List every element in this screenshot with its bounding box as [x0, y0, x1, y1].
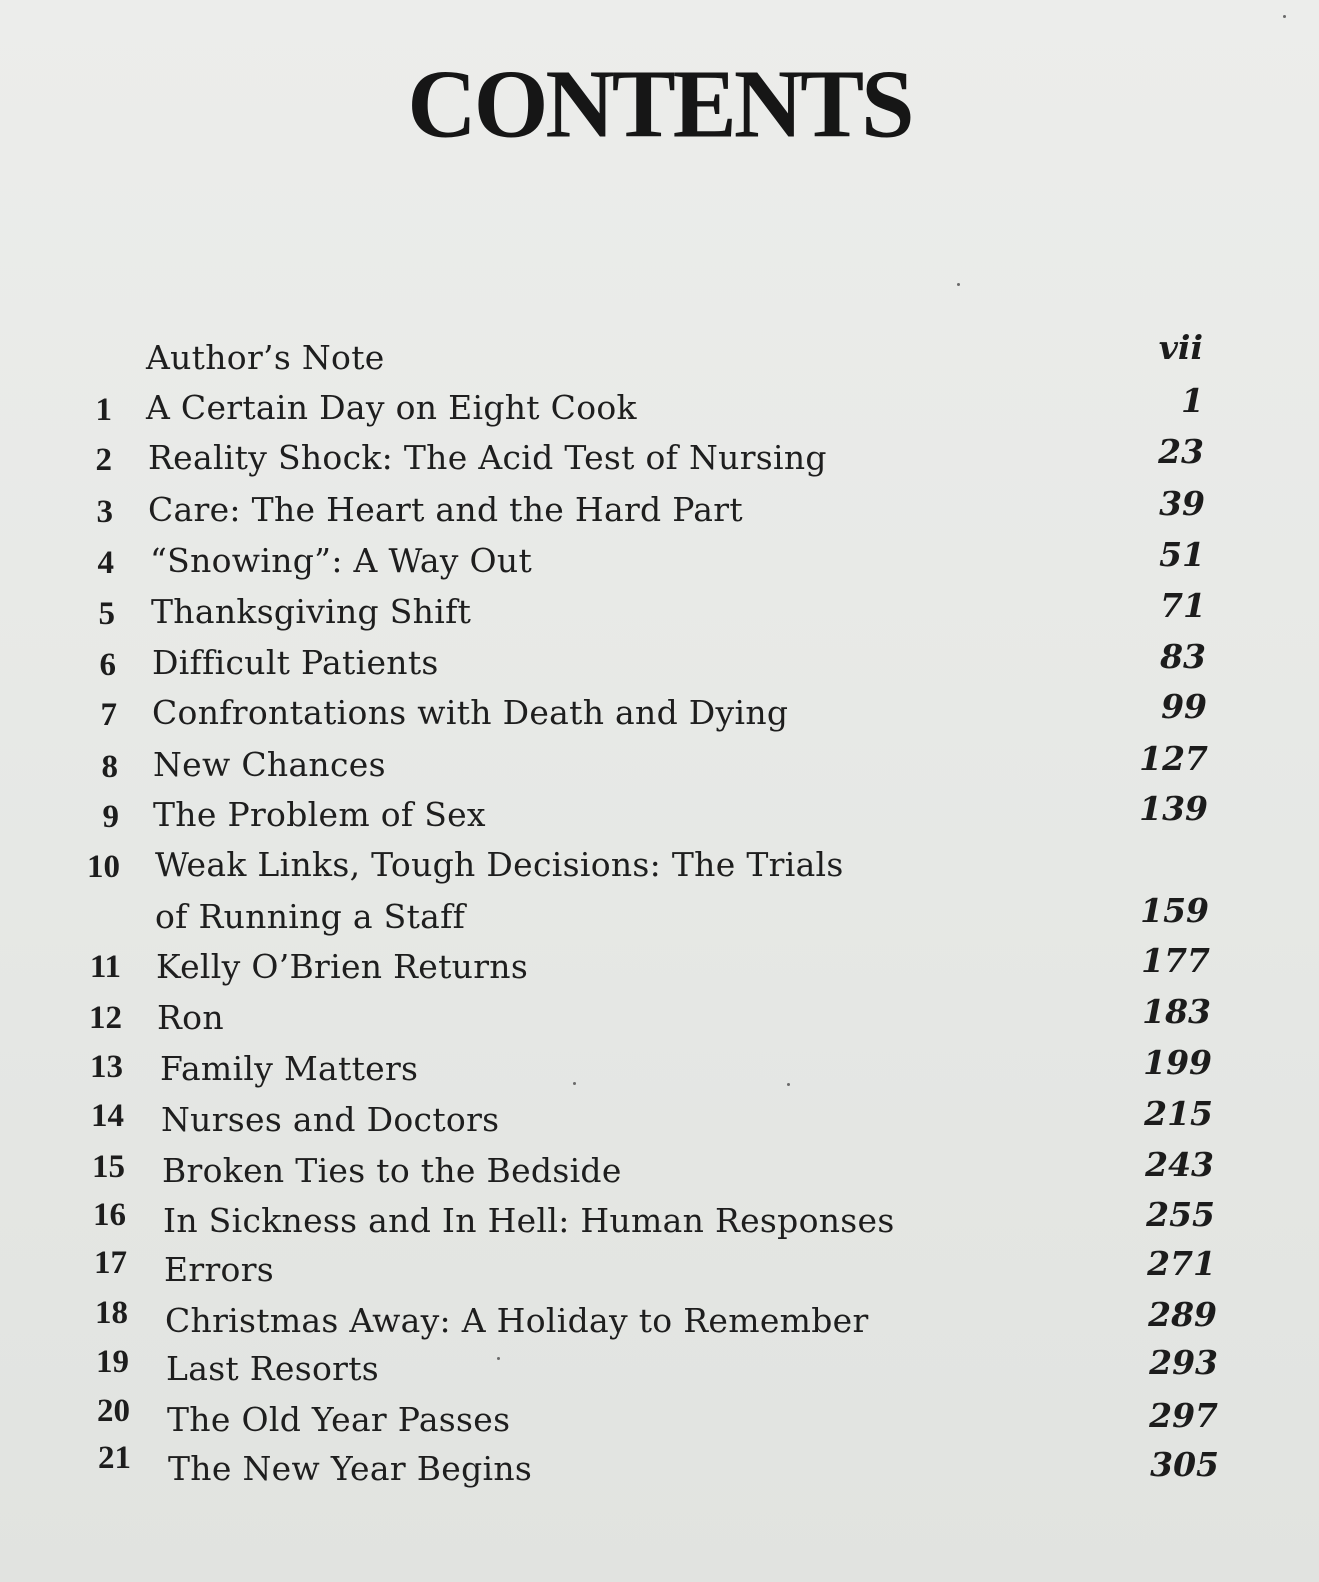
- toc-entry: [0, 687, 1319, 743]
- chapter-title: Reality Shock: The Acid Test of Nursing: [148, 438, 827, 477]
- toc-entry: [0, 992, 1319, 1048]
- page-number: 99: [1161, 687, 1207, 726]
- chapter-number: 13: [90, 1049, 123, 1085]
- paper-speck: [573, 1082, 576, 1085]
- page-number: 1: [1181, 381, 1204, 420]
- toc-entry: [0, 941, 1319, 997]
- chapter-title: Christmas Away: A Holiday to Remember: [165, 1301, 869, 1340]
- page-number: 83: [1160, 637, 1206, 676]
- toc-entry: [0, 1393, 1319, 1450]
- chapter-title: Last Resorts: [166, 1349, 380, 1388]
- page-number: 255: [1146, 1195, 1215, 1234]
- chapter-number: 6: [99, 647, 116, 683]
- page-number: 297: [1149, 1396, 1218, 1435]
- toc-entry: [0, 432, 1319, 488]
- chapter-title: Confrontations with Death and Dying: [152, 693, 789, 732]
- chapter-title: Weak Links, Tough Decisions: The Trials: [155, 845, 844, 884]
- chapter-title: A Certain Day on Eight Cook: [146, 388, 637, 427]
- chapter-title: The New Year Begins: [168, 1449, 533, 1488]
- chapter-number: 7: [100, 697, 117, 733]
- chapter-number: 14: [91, 1098, 124, 1134]
- chapter-title: Nurses and Doctors: [161, 1100, 500, 1139]
- page-number: 305: [1150, 1445, 1219, 1484]
- toc-entry: [0, 1043, 1319, 1099]
- toc-entry: [0, 586, 1319, 642]
- toc-entry: [0, 1094, 1319, 1150]
- chapter-number: 20: [97, 1393, 130, 1429]
- chapter-title: Family Matters: [160, 1049, 419, 1088]
- toc-entry: [0, 1440, 1319, 1499]
- page-number: 293: [1149, 1343, 1218, 1382]
- chapter-number: 16: [93, 1197, 126, 1233]
- toc-entry: [0, 381, 1319, 438]
- chapter-number: 12: [89, 1000, 122, 1036]
- chapter-title: Difficult Patients: [152, 643, 439, 682]
- page-number: 127: [1139, 739, 1208, 778]
- chapter-number: 1: [95, 392, 112, 428]
- page-number: 243: [1145, 1145, 1214, 1184]
- chapter-title: Care: The Heart and the Hard Part: [148, 490, 743, 529]
- chapter-number: 8: [101, 749, 118, 785]
- page-number: 183: [1142, 992, 1211, 1031]
- chapter-number: 21: [98, 1440, 131, 1476]
- paper-speck: [1283, 15, 1286, 18]
- paper-speck: [497, 1357, 500, 1360]
- chapter-number: 19: [96, 1344, 129, 1380]
- page-title: CONTENTS: [407, 48, 912, 159]
- chapter-number: 18: [95, 1295, 128, 1331]
- chapter-title: Author’s Note: [146, 338, 385, 377]
- page-number: 289: [1148, 1295, 1217, 1334]
- chapter-number: 17: [94, 1245, 127, 1281]
- chapter-title: Kelly O’Brien Returns: [156, 947, 529, 986]
- chapter-number: 10: [87, 849, 120, 885]
- page-number: 51: [1159, 535, 1205, 574]
- toc-entry: [0, 845, 1319, 945]
- chapter-number: 11: [89, 949, 121, 985]
- chapter-number: 9: [102, 799, 119, 835]
- toc-entry: [0, 1343, 1319, 1399]
- page-number: 177: [1141, 941, 1210, 980]
- toc-entry: [0, 1145, 1319, 1201]
- chapter-title: The Problem of Sex: [153, 795, 486, 834]
- chapter-number: 5: [98, 596, 115, 632]
- toc-entry: [0, 1244, 1319, 1300]
- page-number: 159: [1140, 891, 1209, 930]
- toc-entry: [0, 739, 1319, 795]
- chapter-title: Thanksgiving Shift: [151, 592, 472, 631]
- toc-entry: [0, 637, 1319, 693]
- paper-speck: [957, 283, 960, 286]
- page-number: 139: [1139, 789, 1208, 828]
- chapter-title: Ron: [157, 998, 224, 1037]
- chapter-number: 3: [96, 494, 113, 530]
- chapter-title: “Snowing”: A Way Out: [150, 541, 533, 580]
- page-number: vii: [1158, 328, 1203, 367]
- page-number: 23: [1158, 432, 1204, 471]
- page-number: 271: [1147, 1244, 1216, 1283]
- chapter-title: In Sickness and In Hell: Human Responses: [163, 1201, 895, 1240]
- chapter-title: New Chances: [153, 745, 386, 784]
- chapter-title-continuation: of Running a Staff: [155, 897, 466, 936]
- chapter-title: Broken Ties to the Bedside: [162, 1151, 622, 1190]
- toc-entry: [0, 535, 1319, 591]
- chapter-number: 4: [97, 545, 114, 581]
- toc-entry: [0, 789, 1319, 845]
- chapter-number: 15: [92, 1149, 125, 1185]
- paper-speck: [787, 1083, 790, 1086]
- chapter-title: The Old Year Passes: [167, 1400, 511, 1439]
- page-number: 39: [1159, 484, 1205, 523]
- page-number: 215: [1144, 1094, 1213, 1133]
- page-number: 71: [1160, 586, 1206, 625]
- page-number: 199: [1143, 1043, 1212, 1082]
- chapter-title: Errors: [164, 1250, 275, 1289]
- chapter-number: 2: [95, 442, 112, 478]
- toc-entry: [0, 484, 1319, 540]
